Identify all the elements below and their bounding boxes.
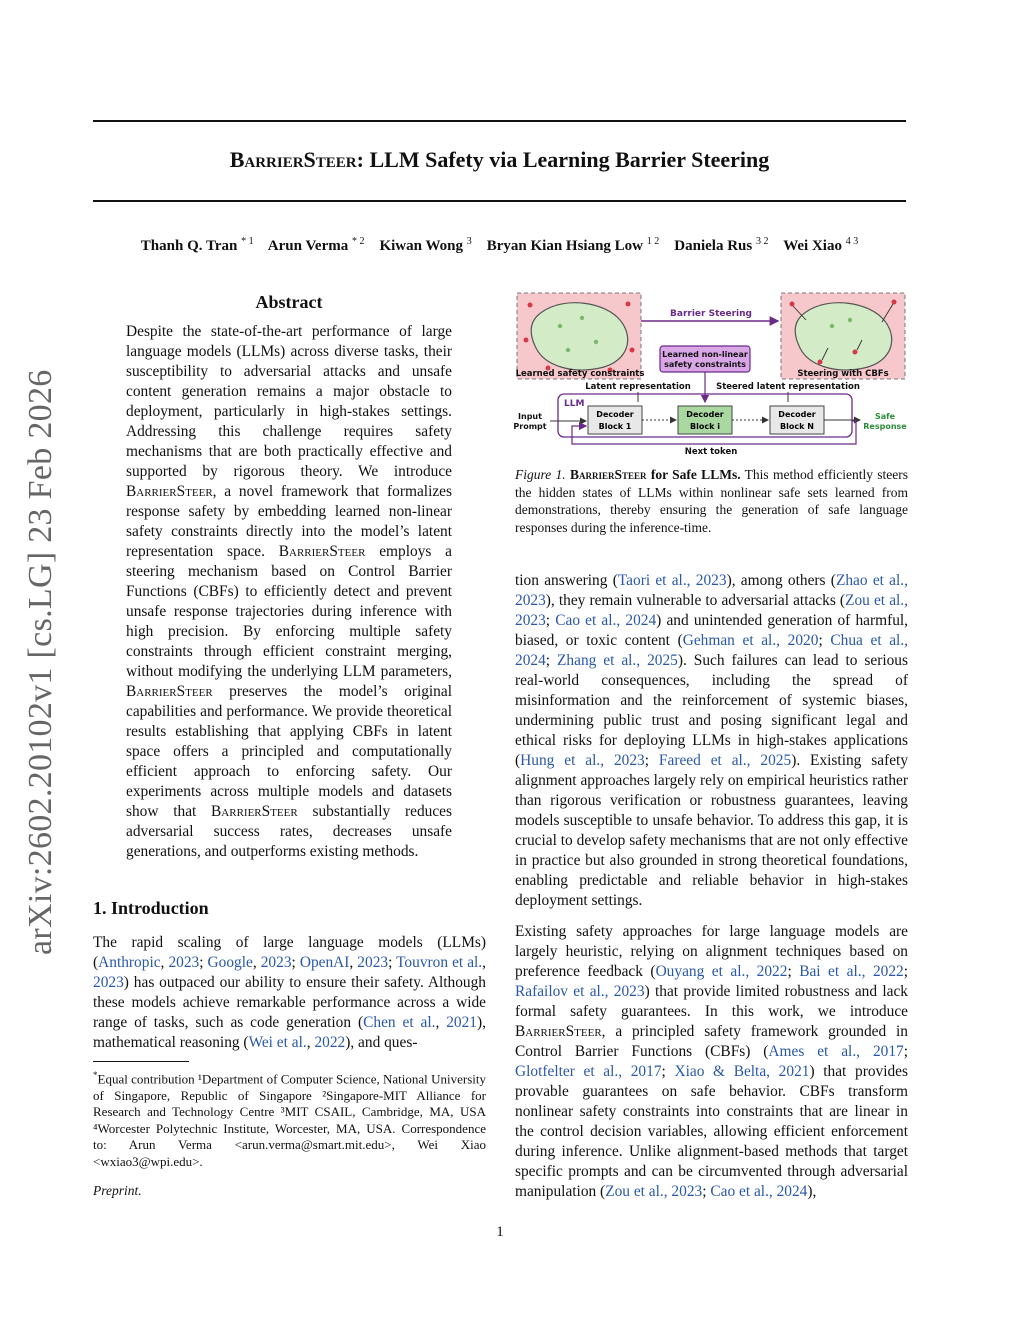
citation-link[interactable]: Glotfelter et al., 2017 <box>515 1063 662 1080</box>
citation-link[interactable]: Anthropic <box>98 954 161 971</box>
figure-diagram <box>510 290 910 460</box>
caption-method: BarrierSteer <box>570 467 647 482</box>
intro-heading: 1. Introduction <box>93 898 209 918</box>
title-rule-top <box>93 120 906 122</box>
method-name: BarrierSteer <box>515 1023 602 1040</box>
footnote-text: Equal contribution ¹Department of Computer Science, National University of Singapore, Republic of Singapore ²Singapore-MIT Alliance for Research and Technology Centre ³MIT CSAIL, Cambridge, MA, USA ⁴Worcester Polytechnic Institute, Worcester, MA, USA. Correspondence to: Arun Verma <arun.verma@smart.mit.edu>, Wei Xiao <wxiao3@wpi.edu>. <box>93 1071 486 1169</box>
intro-body: The rapid scaling of large language models (LLMs) (Anthropic, 2023; Google, 2023; OpenAI, 2023; Touvron et al., 2023) has outpaced our ability to ensure their safety. Although these models achieve remarkable performance across a wide range of tasks, such as code generation (Chen et al., 2021), mathematical reasoning (Wei et al., 2022), and ques- <box>93 934 487 1051</box>
author-affil: 4 3 <box>845 236 859 247</box>
author-affil: 1 2 <box>646 236 660 247</box>
citation-link[interactable]: Ames et al., 2017 <box>768 1043 904 1060</box>
steering-panel <box>781 293 905 379</box>
author-affil: 3 2 <box>755 236 769 247</box>
learned-box-line1: Learned non-linear <box>662 350 748 359</box>
decoder-1-line2: Block 1 <box>598 422 632 431</box>
decoder-i-line1: Decoder <box>686 410 724 419</box>
citation-link[interactable]: Zhao et al., 2023 <box>515 572 908 609</box>
figure-1 <box>510 290 910 460</box>
citation-link[interactable]: Hung et al., 2023 <box>520 752 645 769</box>
citation-link[interactable]: 2023 <box>168 954 200 971</box>
citation-link[interactable]: Rafailov et al., 2023 <box>515 983 645 1000</box>
citation-link[interactable]: Chua et al., 2024 <box>515 632 909 669</box>
input-label-2: Prompt <box>513 422 547 431</box>
citation-link[interactable]: Cao et al., 2024 <box>710 1183 808 1200</box>
citation-link[interactable]: Google <box>207 954 253 971</box>
citation-link[interactable]: Touvron et al. <box>396 954 483 971</box>
citation-link[interactable]: Zou et al., 2023 <box>515 592 908 629</box>
preprint-label: Preprint. <box>93 1183 142 1198</box>
abstract-text: preserves the model’s original capabilities and performance. We provide theoretical results establishing that applying CBFs in latent space offers a principled and computationally efficient approach to enforcing safety. Our experiments across multiple models and datasets show that <box>126 683 452 820</box>
caption-bold: for Safe LLMs. <box>646 467 741 482</box>
author: Daniela Rus <box>674 238 753 254</box>
author: Arun Verma <box>267 238 349 254</box>
title-method-name: BarrierSteer <box>229 147 357 172</box>
abstract-body <box>126 322 452 862</box>
citation-link[interactable]: Zhang et al., 2025 <box>557 652 678 669</box>
citation-link[interactable]: 2023 <box>93 974 124 991</box>
citation-link[interactable]: Fareed et al., 2025 <box>658 752 792 769</box>
citation-link[interactable]: 2021 <box>446 1014 477 1031</box>
paper-title <box>93 147 906 173</box>
decoder-1-line1: Decoder <box>596 410 634 419</box>
author: Wei Xiao <box>783 238 842 254</box>
barrier-steering-label: Barrier Steering <box>670 309 752 319</box>
abstract-text: Despite the state-of-the-art performance of large language models (LLMs) across diverse tasks, their susceptibility to adversarial attacks and unsafe content generation remains a major obstacle to deployment, particularly in high-stakes settings. Addressing this challenge requires safety mechanisms that are both practically effective and supported by rigorous theory. We introduce <box>126 323 452 480</box>
method-name: BarrierSteer <box>278 543 366 560</box>
caption-label: Figure 1. <box>515 467 566 482</box>
input-label-1: Input <box>518 412 542 421</box>
left-panel-label: Learned safety constraints <box>515 369 645 379</box>
author-affil: * 1 <box>241 236 254 247</box>
method-name: BarrierSteer <box>211 803 298 820</box>
citation-link[interactable]: Chen et al. <box>363 1014 436 1031</box>
abstract-text: substantially reduces adversarial success rates, decreases unsafe generations, and outperforms existing methods. <box>126 803 452 860</box>
right-col-para-2: Existing safety approaches for large language models are largely heuristic, relying on alignment techniques based on preference feedback (Ouyang et al., 2022; Bai et al., 2022; Rafailov et al., 2023) that provide limited robustness and lack formal safety guarantees. In this work, we introduce BarrierSteer, a principled safety framework grounded in Control Barrier Functions (CBFs) (Ames et al., 2017; Glotfelter et al., 2017; Xiao & Belta, 2021) that provides provable guarantees on safe behavior. CBFs transform nonlinear safety constraints into constraints that are linear in the control decision variables, allowing efficient enforcement during inference. Unlike alignment-based methods that target specific prompts and can be circumvented through adversarial manipulation (Zou et al., 2023; Cao et al., 2024), <box>515 923 909 1200</box>
author-affil: 3 <box>466 236 472 247</box>
caption-text: This method efficiently steers the hidden states of LLMs within nonlinear safe sets learned from demonstrations, thereby ensuring the generation of safe language responses during the inference-time. <box>515 467 909 535</box>
citation-link[interactable]: Zou et al., 2023 <box>605 1183 703 1200</box>
citation-link[interactable]: Xiao & Belta, 2021 <box>674 1063 810 1080</box>
steered-label: Steered latent representation <box>716 382 860 392</box>
author: Bryan Kian Hsiang Low <box>486 238 644 254</box>
decoder-n-line2: Block N <box>780 422 814 431</box>
abstract-heading: Abstract <box>255 292 323 312</box>
latent-label: Latent representation <box>585 382 691 392</box>
citation-link[interactable]: 2023 <box>260 954 292 971</box>
llm-label: LLM <box>564 399 585 409</box>
method-name: BarrierSteer <box>126 683 213 700</box>
author: Thanh Q. Tran <box>140 238 238 254</box>
figure-caption <box>515 466 908 536</box>
abstract-text: , a novel framework that formalizes response safety by embedding learned non-linear safety constraints directly into the model’s latent representation space. <box>126 483 452 560</box>
citation-link[interactable]: OpenAI <box>299 954 350 971</box>
decoder-i-line2: Block i <box>690 422 720 431</box>
abstract-text: employs a steering mechanism based on Control Barrier Functions (CBFs) to efficiently detect and prevent unsafe response trajectories during inference with high precision. By enforcing multiple safety constraints through efficient constraint merging, without modifying the underlying LLM parameters, <box>126 543 452 680</box>
safe-label-1: Safe <box>874 412 896 421</box>
citation-link[interactable]: 2023 <box>357 954 389 971</box>
method-name: BarrierSteer <box>126 483 213 500</box>
author-affil: * 2 <box>351 236 365 247</box>
citation-link[interactable]: Ouyang et al., 2022 <box>655 963 788 980</box>
right-panel-label: Steering with CBFs <box>797 369 889 379</box>
author-list <box>93 236 906 255</box>
author: Kiwan Wong <box>379 238 463 254</box>
right-col-para-1: tion answering (Taori et al., 2023), among others (Zhao et al., 2023), they remain vulnerable to adversarial attacks (Zou et al., 2023; Cao et al., 2024) and unintended generation of harmful, biased, or toxic content (Gehman et al., 2020; Chua et al., 2024; Zhang et al., 2025). Such failures can lead to serious real-world consequences, including the spread of misinformation and the reinforcement of systemic biases, undermining public trust and posing significant legal and ethical risks for deploying LLMs in high-stakes applications (Hung et al., 2023; Fareed et al., 2025). Existing safety alignment approaches largely rely on empirical heuristics rather than rigorous verification or robustness guarantees, leaving models susceptible to unsafe behavior. To address this gap, it is crucial to develop safety mechanisms that are not only effective in practice but also grounded in strong theoretical foundations, enabling predictable and reliable behavior in high-stakes deployment settings. <box>515 572 909 909</box>
citation-link[interactable]: Bai et al., 2022 <box>799 963 904 980</box>
citation-link[interactable]: Wei et al. <box>248 1034 307 1051</box>
learned-constraints-panel <box>516 293 645 379</box>
next-token-label: Next token <box>684 447 738 457</box>
decoder-n-line1: Decoder <box>778 410 816 419</box>
citation-link[interactable]: Taori et al., 2023 <box>617 572 727 589</box>
footnote: *Equal contribution ¹Department of Computer Science, National University of Singapore, Republic of Singapore ²Singapore-MIT Alliance for Research and Technology Centre ³MIT CSAIL, Cambridge, MA, USA ⁴Worcester Polytechnic Institute, Worcester, MA, USA. Correspondence to: Arun Verma <arun.verma@smart.mit.edu>, Wei Xiao <wxiao3@wpi.edu>. <box>93 1070 486 1169</box>
citation-link[interactable]: 2022 <box>314 1034 346 1051</box>
title-rule-bottom <box>93 200 906 202</box>
citation-link[interactable]: Gehman et al., 2020 <box>682 632 819 649</box>
arxiv-side-label: arXiv:2602.20102v1 [cs.LG] 23 Feb 2026 <box>22 369 59 955</box>
citation-link[interactable]: Cao et al., 2024 <box>555 612 657 629</box>
footnote-rule <box>93 1061 189 1062</box>
page-number: 1 <box>496 1224 504 1240</box>
title-rest: : LLM Safety via Learning Barrier Steering <box>356 147 770 172</box>
learned-box-line2: safety constraints <box>664 360 746 369</box>
safe-label-2: Response <box>863 422 907 431</box>
